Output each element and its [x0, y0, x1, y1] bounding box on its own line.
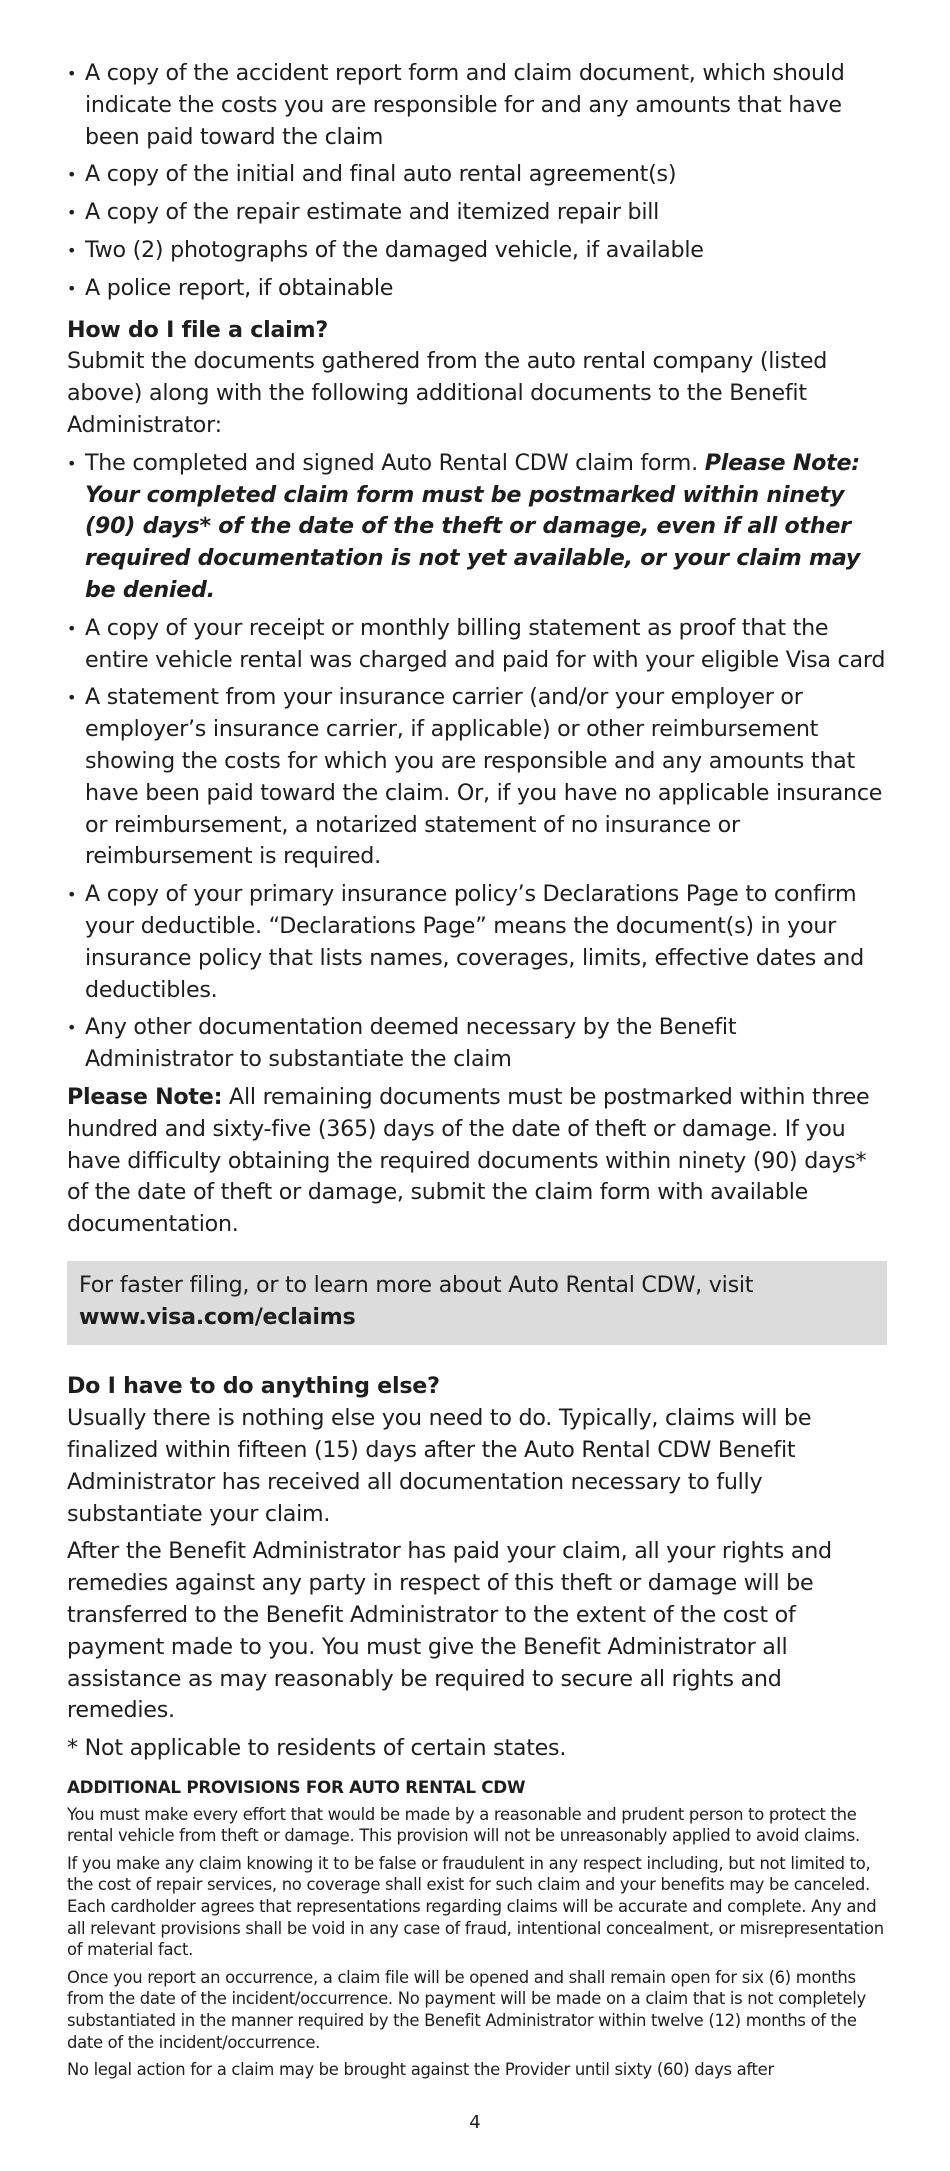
anything-else-para-1: Usually there is nothing else you need to do. Typically, claims will be finalized within fifteen (15) days after the Auto Rental CDW Benefit Administrator has received all documentation necessary to fully substantiate your claim. [67, 1405, 812, 1527]
list-item [67, 448, 887, 607]
page-number: 4 [469, 2112, 481, 2133]
file-claim-heading: How do I file a claim? [67, 316, 329, 343]
required-docs-list [67, 58, 887, 305]
additional-provisions [67, 1777, 887, 2081]
provisions-para: Once you report an occurrence, a claim file will be opened and shall remain open for six (6) months from the date of the incident/occurrence. No payment will be made on a claim that is not completely substantiated in the manner required by the Benefit Administrator within twelve (12) months of the date of the incident/occurrence. [67, 1967, 866, 2052]
file-claim-intro: Submit the documents gathered from the auto rental company (listed above) along with the following additional documents to the Benefit Administrator: [67, 348, 828, 438]
list-item: • Two (2) photographs of the damaged vehicle, if available [67, 235, 887, 267]
anything-else-heading: Do I have to do anything else? [67, 1373, 440, 1400]
provisions-para: You must make every effort that would be made by a reasonable and prudent person to protect the rental vehicle from theft or damage. This provision will not be unreasonably applied to avoid claims. [67, 1804, 860, 1846]
document-page [67, 58, 887, 2087]
please-note-text: All remaining documents must be postmarked within three hundred and sixty-five (365) days of the date of theft or damage. If you have difficulty obtaining the required documents within ninety (90) days* of the date of theft or damage, submit the claim form with available documentation. [67, 1083, 870, 1238]
provisions-para: If you make any claim knowing it to be false or fraudulent in any respect including, but not limited to, the cost of repair services, no coverage shall exist for such claim and your benefits may be canceled. Each cardholder agrees that representations regarding claims will be accurate and complete. Any and all relevant provisions shall be void in any case of fraud, intentional concealment, or misrepresentation of material fact. [67, 1853, 884, 1960]
provisions-title: ADDITIONAL PROVISIONS FOR AUTO RENTAL CDW [67, 1777, 526, 1798]
please-note-label: Please Note: [67, 1083, 223, 1110]
eclaims-link[interactable]: www.visa.com/eclaims [79, 1303, 356, 1330]
claim-form-note: Please Note: Your completed claim form must be postmarked within ninety (90) days* of the date of the theft or damage, even if all other required documentation is not yet available, or your claim may be denied. [85, 449, 861, 603]
list-item: • A copy of the initial and final auto rental agreement(s) [67, 159, 887, 191]
additional-docs-list [67, 448, 887, 1076]
anything-else-para-2: After the Benefit Administrator has paid your claim, all your rights and remedies against any party in respect of this theft or damage will be transferred to the Benefit Administrator to the extent of the cost of payment made to you. You must give the Benefit Administrator all assistance as may reasonably be required to secure all rights and remedies. [67, 1538, 832, 1724]
list-item: • A copy of the accident report form and claim document, which should indicate the costs you are responsible for and any amounts that have been paid toward the claim [67, 58, 887, 153]
list-item: • A copy of your primary insurance policy’s Declarations Page to confirm your deductible. “Declarations Page” means the document(s) in your insurance policy that lists names, coverages, limits, effective dates and deductibles. [67, 879, 887, 1006]
list-item: • A police report, if obtainable [67, 273, 887, 305]
main-body [67, 58, 887, 1765]
provisions-para: No legal action for a claim may be brought against the Provider until sixty (60) days after [67, 2060, 774, 2080]
claim-form-text: The completed and signed Auto Rental CDW claim form. [85, 449, 705, 476]
list-item: • Any other documentation deemed necessary by the Benefit Administrator to substantiate the claim [67, 1012, 887, 1076]
footnote: * Not applicable to residents of certain states. [67, 1735, 567, 1762]
list-item: • A statement from your insurance carrier (and/or your employer or employer’s insurance carrier, if applicable) or other reimbursement showing the costs for which you are responsible and any amounts that have been paid toward the claim. Or, if you have no applicable insurance or reimbursement, a notarized statement of no insurance or reimbursement is required. [67, 682, 887, 873]
list-item: • A copy of your receipt or monthly billing statement as proof that the entire vehicle rental was charged and paid for with your eligible Visa card [67, 613, 887, 677]
eclaims-callout [67, 1261, 887, 1346]
callout-text: For faster filing, or to learn more about Auto Rental CDW, visit [79, 1271, 754, 1298]
please-note-paragraph [67, 1082, 887, 1241]
list-item: • A copy of the repair estimate and itemized repair bill [67, 197, 887, 229]
